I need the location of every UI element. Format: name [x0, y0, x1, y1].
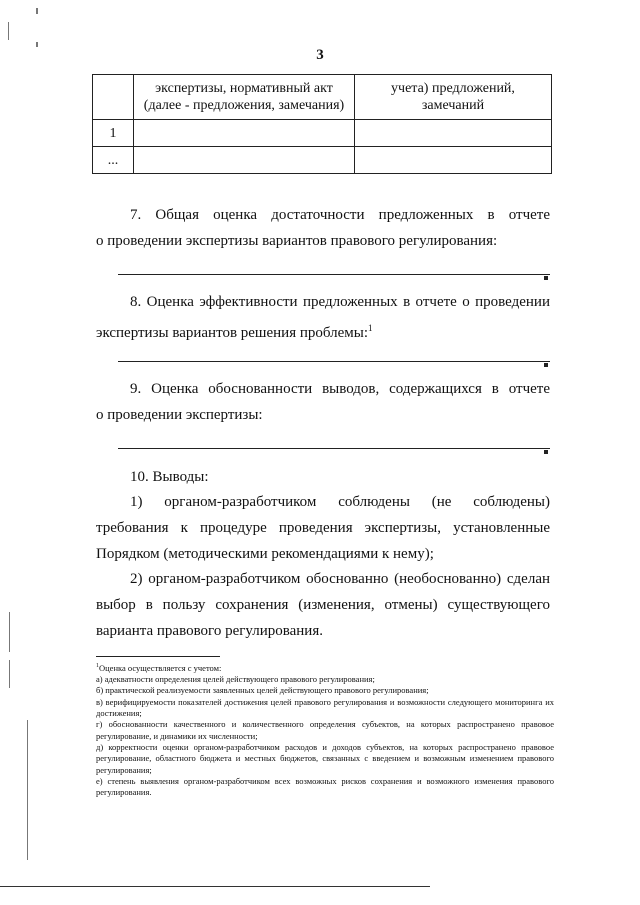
item-9-line1: 9. Оценка обоснованности выводов, содержащихся в отчете: [130, 381, 550, 397]
scan-mark: [27, 720, 28, 860]
answer-line-9: [118, 448, 550, 449]
item-7: [96, 202, 550, 254]
table-row: [93, 147, 552, 174]
page-number: 3: [316, 47, 324, 63]
footnote-item: в) верифицируемости показателей достижения целей правового регулирования и возможности следующего мониторинга их достижения;: [96, 696, 554, 719]
footnote-item: г) обоснованности качественного и количественного определения субъектов, на которых распространено правовое регулирование, и динамики их численности;: [96, 719, 554, 741]
table-header-cell: [134, 75, 355, 120]
item-10-title: 10. Выводы:: [130, 469, 209, 485]
row-number: ...: [93, 147, 134, 174]
table-header-cell: [355, 75, 552, 120]
scan-mark: [9, 660, 10, 688]
table-cell: [355, 147, 552, 174]
answer-line-7: [118, 274, 550, 275]
item-8-line2: [96, 315, 550, 346]
footnote-intro: [96, 661, 554, 674]
item-7-line1: 7. Общая оценка достаточности предложенных в отчете: [130, 207, 550, 223]
table-header-row: [93, 75, 552, 120]
scan-mark: [8, 22, 9, 40]
table-cell: [134, 147, 355, 174]
item-8: [96, 289, 550, 346]
header-text: (далее - предложения, замечания): [143, 98, 345, 113]
footnote-ref: 1: [368, 323, 373, 333]
item-8-line1: 8. Оценка эффективности предложенных в отчете о проведении: [130, 294, 550, 310]
header-text: экспертизы, нормативный акт: [155, 81, 333, 96]
footnote-separator: [96, 656, 220, 657]
footnote-item: е) степень выявления органом-разработчиком всех возможных рисков сохранения и возможного изменения правового регулирования.: [96, 775, 554, 798]
header-text: замечаний: [421, 98, 485, 113]
footnote-item: д) корректности оценки органом-разработчиком расходов и доходов субъектов, на которых распространено правовое регулирование, областного бюджета и местных бюджетов, связанных с введением и возможным изменением правового регулирования;: [96, 741, 554, 775]
table-row: [93, 120, 552, 147]
scan-mark: [36, 8, 38, 14]
scan-mark: [9, 612, 10, 652]
footnote: [96, 661, 554, 798]
item-10-sub2: 2) органом-разработчиком обоснованно (необоснованно) сделан выбор в пользу сохранения (изменения, отмены) существующего варианта правового регулирования.: [96, 571, 550, 639]
item-9-line2: о проведении экспертизы:: [96, 407, 263, 423]
item-10-heading: [96, 464, 550, 490]
footnote-item: б) практической реализуемости заявленных целей действующего правового регулирования;: [96, 685, 429, 696]
item-7-line2: о проведении экспертизы вариантов правового регулирования:: [96, 233, 498, 249]
bottom-rule: [0, 886, 430, 887]
table-header-cell: [93, 75, 134, 120]
footnote-marker: 1: [96, 663, 99, 669]
item-9: [96, 376, 550, 428]
line-end-mark: [544, 363, 548, 367]
row-number: 1: [93, 120, 134, 147]
footnote-item: а) адекватности определения целей действующего правового регулирования;: [96, 674, 375, 685]
proposals-table: [92, 74, 552, 174]
table-cell: [134, 120, 355, 147]
item-10-sub1: 1) органом-разработчиком соблюдены (не соблюдены) требования к процедуре проведения экспертизы, установленные Порядком (методическими рекомендациями к нему);: [96, 494, 550, 562]
header-text: учета) предложений,: [391, 81, 515, 96]
item-8-line2-text: экспертизы вариантов решения проблемы:: [96, 325, 369, 341]
table-cell: [355, 120, 552, 147]
line-end-mark: [544, 450, 548, 454]
footnote-intro-text: Оценка осуществляется с учетом:: [99, 662, 222, 673]
line-end-mark: [544, 276, 548, 280]
answer-line-8: [118, 361, 550, 362]
